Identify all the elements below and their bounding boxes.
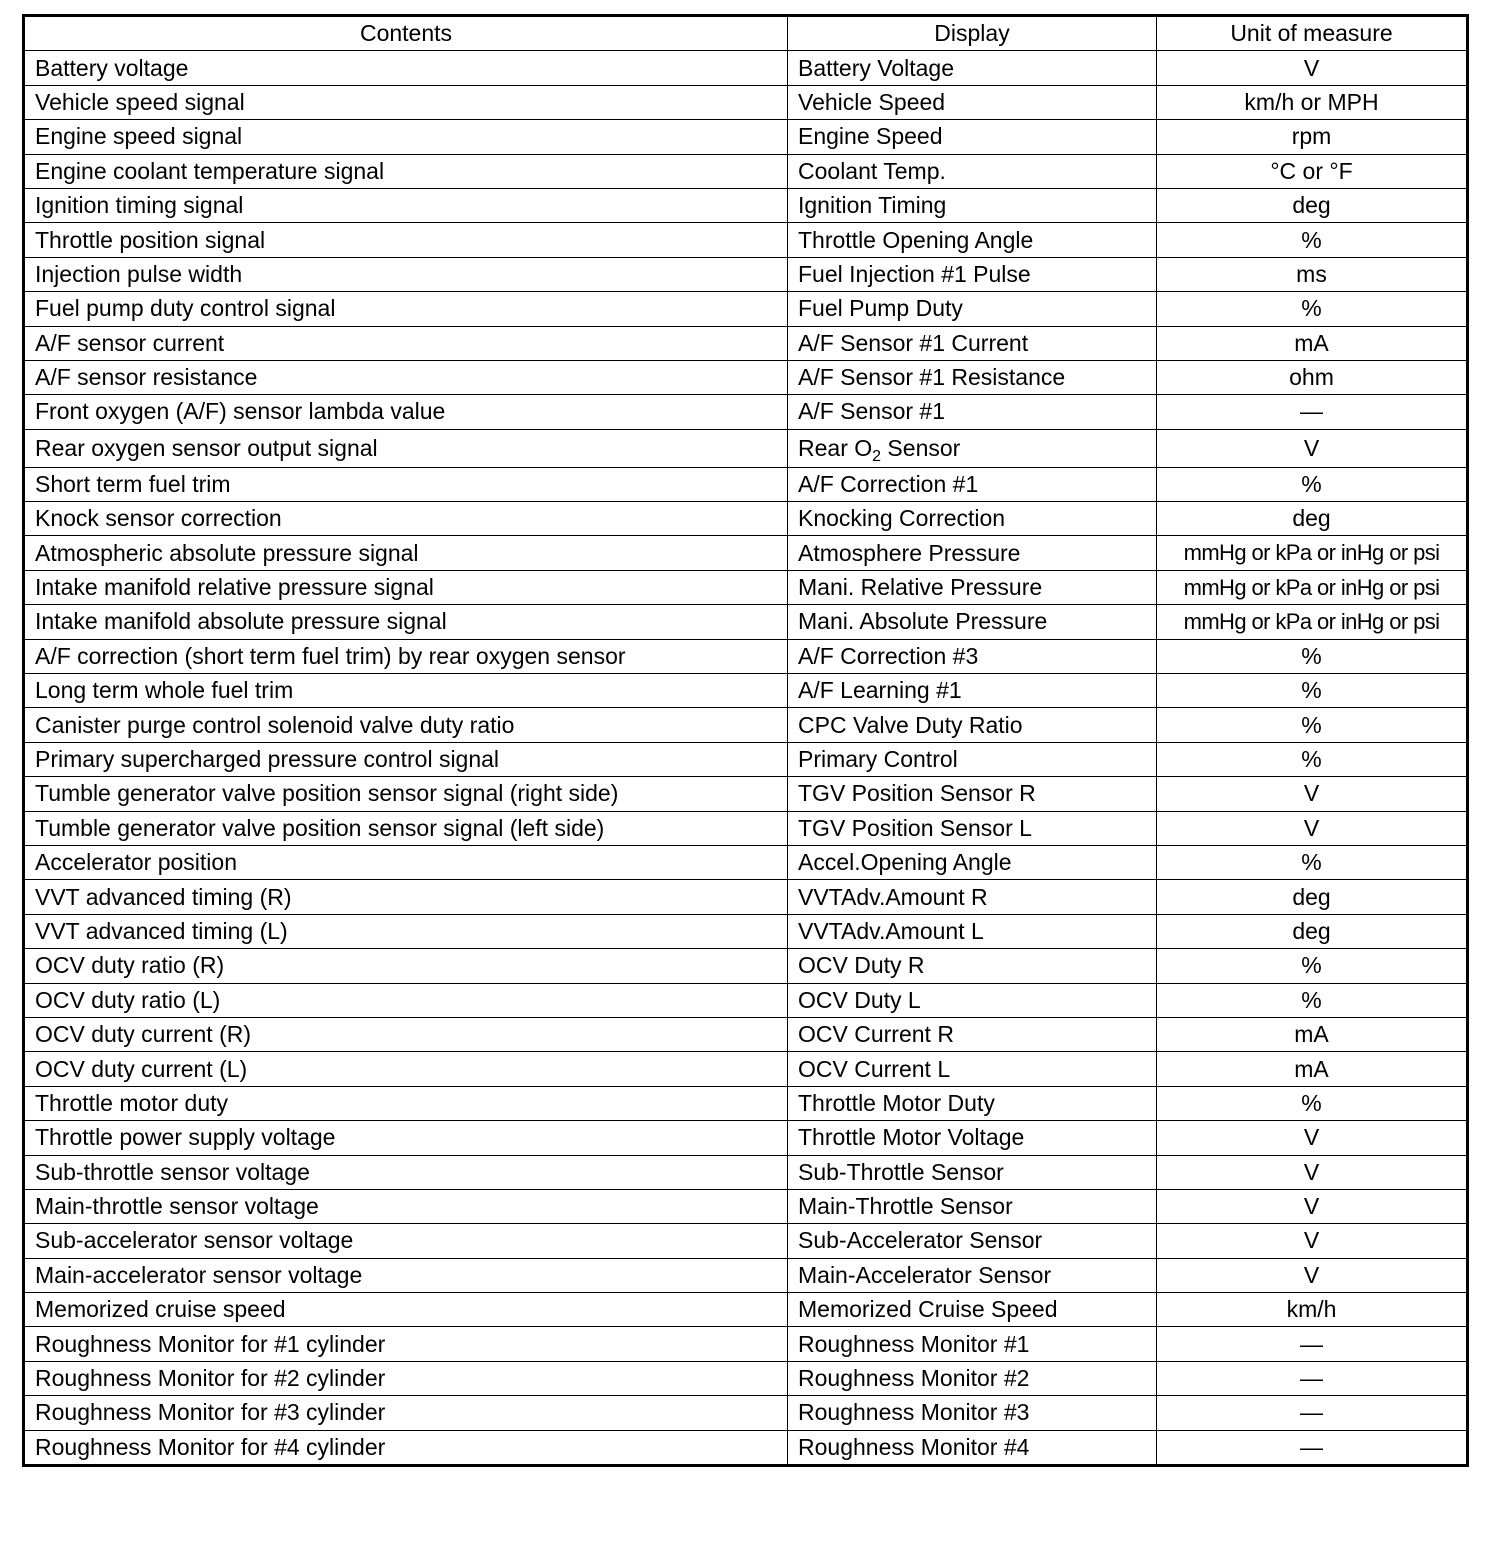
cell-unit: V: [1157, 1258, 1468, 1292]
table-row: [24, 360, 1468, 394]
table-row: [24, 639, 1468, 673]
cell-contents: Throttle motor duty: [24, 1086, 788, 1120]
cell-contents: Intake manifold relative pressure signal: [24, 570, 788, 604]
table-row: [24, 502, 1468, 536]
cell-unit: %: [1157, 845, 1468, 879]
table-row: [24, 292, 1468, 326]
cell-display: OCV Current L: [788, 1052, 1157, 1086]
cell-display: TGV Position Sensor R: [788, 777, 1157, 811]
cell-display: A/F Sensor #1 Current: [788, 326, 1157, 360]
cell-unit: deg: [1157, 880, 1468, 914]
cell-display: Accel.Opening Angle: [788, 845, 1157, 879]
cell-unit: km/h: [1157, 1293, 1468, 1327]
header-contents: Contents: [24, 16, 788, 51]
cell-unit: V: [1157, 51, 1468, 85]
cell-contents: Atmospheric absolute pressure signal: [24, 536, 788, 570]
cell-contents: Fuel pump duty control signal: [24, 292, 788, 326]
table-row: [24, 120, 1468, 154]
cell-display: Ignition Timing: [788, 188, 1157, 222]
cell-unit: ohm: [1157, 360, 1468, 394]
cell-contents: Short term fuel trim: [24, 467, 788, 501]
cell-unit: %: [1157, 742, 1468, 776]
table-row: [24, 949, 1468, 983]
cell-display: Coolant Temp.: [788, 154, 1157, 188]
cell-unit: rpm: [1157, 120, 1468, 154]
table-row: [24, 429, 1468, 467]
cell-display: A/F Sensor #1 Resistance: [788, 360, 1157, 394]
header-display: Display: [788, 16, 1157, 51]
table-row: [24, 1396, 1468, 1430]
cell-contents: A/F sensor resistance: [24, 360, 788, 394]
table-row: [24, 1361, 1468, 1395]
cell-unit: mmHg or kPa or inHg or psi: [1157, 570, 1468, 604]
cell-display: CPC Valve Duty Ratio: [788, 708, 1157, 742]
cell-contents: Roughness Monitor for #1 cylinder: [24, 1327, 788, 1361]
cell-display: A/F Correction #1: [788, 467, 1157, 501]
cell-unit: %: [1157, 949, 1468, 983]
cell-unit: V: [1157, 811, 1468, 845]
cell-contents: Tumble generator valve position sensor signal (right side): [24, 777, 788, 811]
display-text-after: Sensor: [881, 434, 961, 461]
cell-unit: V: [1157, 1155, 1468, 1189]
cell-unit: deg: [1157, 502, 1468, 536]
table-row: [24, 742, 1468, 776]
table-row: [24, 777, 1468, 811]
cell-contents: Rear oxygen sensor output signal: [24, 429, 788, 467]
cell-display: Roughness Monitor #2: [788, 1361, 1157, 1395]
cell-unit: V: [1157, 1224, 1468, 1258]
table-row: [24, 257, 1468, 291]
cell-display: Throttle Opening Angle: [788, 223, 1157, 257]
table-row: [24, 51, 1468, 85]
cell-unit: %: [1157, 983, 1468, 1017]
cell-contents: Battery voltage: [24, 51, 788, 85]
cell-display: VVTAdv.Amount L: [788, 914, 1157, 948]
cell-contents: Vehicle speed signal: [24, 85, 788, 119]
table-row: [24, 154, 1468, 188]
cell-unit: mA: [1157, 326, 1468, 360]
cell-contents: Sub-throttle sensor voltage: [24, 1155, 788, 1189]
cell-display: Main-Accelerator Sensor: [788, 1258, 1157, 1292]
cell-unit: —: [1157, 1361, 1468, 1395]
table-row: [24, 845, 1468, 879]
table-row: [24, 223, 1468, 257]
cell-unit: %: [1157, 292, 1468, 326]
cell-unit: V: [1157, 429, 1468, 467]
cell-display: A/F Sensor #1: [788, 395, 1157, 429]
cell-display: Knocking Correction: [788, 502, 1157, 536]
table-row: [24, 1258, 1468, 1292]
cell-contents: Knock sensor correction: [24, 502, 788, 536]
cell-contents: Throttle position signal: [24, 223, 788, 257]
cell-display: Throttle Motor Duty: [788, 1086, 1157, 1120]
cell-display: [788, 429, 1157, 467]
cell-unit: %: [1157, 223, 1468, 257]
cell-unit: %: [1157, 708, 1468, 742]
cell-contents: OCV duty ratio (L): [24, 983, 788, 1017]
cell-display: Primary Control: [788, 742, 1157, 776]
table-row: [24, 467, 1468, 501]
cell-unit: %: [1157, 1086, 1468, 1120]
cell-unit: —: [1157, 1430, 1468, 1465]
cell-unit: deg: [1157, 188, 1468, 222]
cell-contents: Roughness Monitor for #4 cylinder: [24, 1430, 788, 1465]
cell-display: Battery Voltage: [788, 51, 1157, 85]
table-row: [24, 914, 1468, 948]
table-row: [24, 1430, 1468, 1465]
table-row: [24, 605, 1468, 639]
cell-unit: %: [1157, 674, 1468, 708]
cell-unit: V: [1157, 777, 1468, 811]
cell-contents: OCV duty ratio (R): [24, 949, 788, 983]
table-row: [24, 1189, 1468, 1223]
display-text: Rear O: [798, 434, 873, 461]
cell-contents: A/F sensor current: [24, 326, 788, 360]
cell-display: Main-Throttle Sensor: [788, 1189, 1157, 1223]
cell-display: Sub-Throttle Sensor: [788, 1155, 1157, 1189]
cell-display: OCV Current R: [788, 1017, 1157, 1051]
cell-display: Roughness Monitor #3: [788, 1396, 1157, 1430]
cell-contents: Primary supercharged pressure control signal: [24, 742, 788, 776]
table-row: [24, 570, 1468, 604]
cell-unit: V: [1157, 1189, 1468, 1223]
cell-contents: Long term whole fuel trim: [24, 674, 788, 708]
cell-contents: A/F correction (short term fuel trim) by rear oxygen sensor: [24, 639, 788, 673]
cell-contents: Canister purge control solenoid valve duty ratio: [24, 708, 788, 742]
cell-display: Throttle Motor Voltage: [788, 1121, 1157, 1155]
table-row: [24, 1121, 1468, 1155]
cell-display: Fuel Injection #1 Pulse: [788, 257, 1157, 291]
cell-unit: —: [1157, 395, 1468, 429]
cell-unit: mmHg or kPa or inHg or psi: [1157, 605, 1468, 639]
table-row: [24, 983, 1468, 1017]
cell-contents: Ignition timing signal: [24, 188, 788, 222]
cell-display: Fuel Pump Duty: [788, 292, 1157, 326]
cell-unit: V: [1157, 1121, 1468, 1155]
table-row: [24, 1293, 1468, 1327]
table-row: [24, 1224, 1468, 1258]
cell-contents: Tumble generator valve position sensor signal (left side): [24, 811, 788, 845]
cell-contents: Injection pulse width: [24, 257, 788, 291]
table-row: [24, 1052, 1468, 1086]
cell-contents: Memorized cruise speed: [24, 1293, 788, 1327]
cell-contents: VVT advanced timing (R): [24, 880, 788, 914]
cell-display: OCV Duty L: [788, 983, 1157, 1017]
cell-contents: Intake manifold absolute pressure signal: [24, 605, 788, 639]
cell-unit: deg: [1157, 914, 1468, 948]
cell-contents: Accelerator position: [24, 845, 788, 879]
cell-contents: Roughness Monitor for #2 cylinder: [24, 1361, 788, 1395]
cell-unit: —: [1157, 1327, 1468, 1361]
table-row: [24, 1017, 1468, 1051]
data-monitor-table: [22, 14, 1469, 1467]
table-row: [24, 395, 1468, 429]
cell-unit: %: [1157, 639, 1468, 673]
cell-unit: mA: [1157, 1017, 1468, 1051]
cell-display: OCV Duty R: [788, 949, 1157, 983]
header-row: [24, 16, 1468, 51]
cell-contents: Roughness Monitor for #3 cylinder: [24, 1396, 788, 1430]
cell-contents: Throttle power supply voltage: [24, 1121, 788, 1155]
cell-display: Sub-Accelerator Sensor: [788, 1224, 1157, 1258]
cell-contents: VVT advanced timing (L): [24, 914, 788, 948]
table-row: [24, 188, 1468, 222]
cell-display: Engine Speed: [788, 120, 1157, 154]
cell-unit: °C or °F: [1157, 154, 1468, 188]
cell-contents: Engine coolant temperature signal: [24, 154, 788, 188]
cell-display: Mani. Relative Pressure: [788, 570, 1157, 604]
cell-display: TGV Position Sensor L: [788, 811, 1157, 845]
table-row: [24, 1086, 1468, 1120]
cell-display: Atmosphere Pressure: [788, 536, 1157, 570]
table-body: [24, 51, 1468, 1466]
display-subscript: 2: [872, 447, 882, 465]
cell-display: Mani. Absolute Pressure: [788, 605, 1157, 639]
cell-unit: %: [1157, 467, 1468, 501]
table-row: [24, 674, 1468, 708]
cell-contents: Main-throttle sensor voltage: [24, 1189, 788, 1223]
cell-display: A/F Correction #3: [788, 639, 1157, 673]
cell-contents: Main-accelerator sensor voltage: [24, 1258, 788, 1292]
cell-display: Vehicle Speed: [788, 85, 1157, 119]
cell-unit: km/h or MPH: [1157, 85, 1468, 119]
table-row: [24, 708, 1468, 742]
cell-display: A/F Learning #1: [788, 674, 1157, 708]
table-row: [24, 1327, 1468, 1361]
cell-contents: Engine speed signal: [24, 120, 788, 154]
header-unit: Unit of measure: [1157, 16, 1468, 51]
data-table-container: [22, 14, 1466, 1467]
table-row: [24, 880, 1468, 914]
cell-contents: OCV duty current (R): [24, 1017, 788, 1051]
cell-contents: Sub-accelerator sensor voltage: [24, 1224, 788, 1258]
table-row: [24, 811, 1468, 845]
table-row: [24, 326, 1468, 360]
cell-unit: mA: [1157, 1052, 1468, 1086]
cell-unit: mmHg or kPa or inHg or psi: [1157, 536, 1468, 570]
cell-unit: ms: [1157, 257, 1468, 291]
table-row: [24, 85, 1468, 119]
cell-contents: OCV duty current (L): [24, 1052, 788, 1086]
cell-display: Memorized Cruise Speed: [788, 1293, 1157, 1327]
cell-unit: —: [1157, 1396, 1468, 1430]
cell-display: Roughness Monitor #4: [788, 1430, 1157, 1465]
cell-display: Roughness Monitor #1: [788, 1327, 1157, 1361]
table-row: [24, 1155, 1468, 1189]
cell-display: VVTAdv.Amount R: [788, 880, 1157, 914]
table-row: [24, 536, 1468, 570]
cell-contents: Front oxygen (A/F) sensor lambda value: [24, 395, 788, 429]
